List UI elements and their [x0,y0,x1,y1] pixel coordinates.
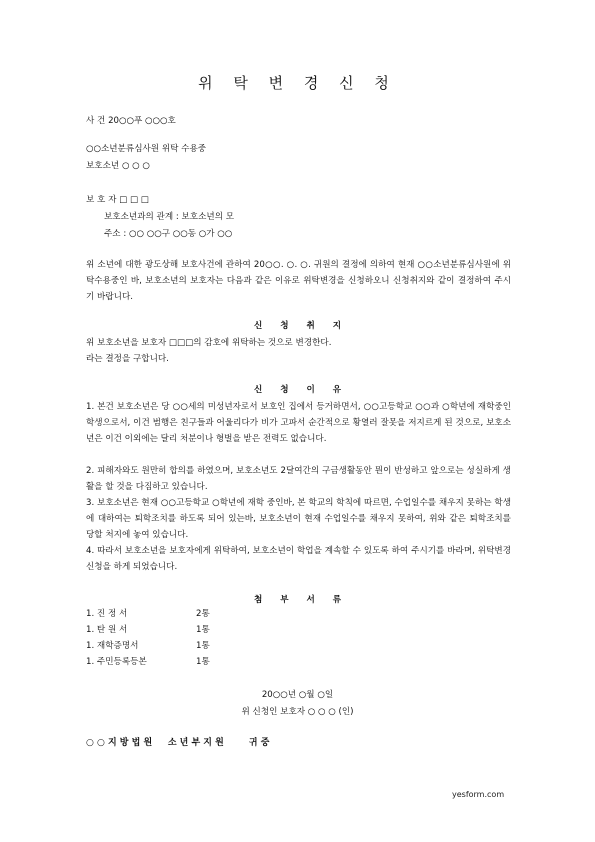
attachment-qty: 2통 [196,609,210,619]
reason-item-1: 1. 본건 보호소년은 당 ○○세의 미성년자로서 보호인 집에서 등거하면서, ○○고등학교 ○○과 ○학년에 재학중인 학생으로서, 이건 범행은 친구들과 어울리다가 비가 고파서 순간적으로 황열러 잘못을 저지르게 된 것으로, 보호소년은 이건 이외에는 달리 처분이나 형벌을 받은 전력도 없습니다. [86,402,511,444]
attachment-row [86,656,210,668]
attachment-qty: 1통 [196,625,210,635]
filing-date: 20○○년 ○월 ○일 [261,690,334,700]
relation-line: 보호소년과의 관계 : 보호소년의 모 [104,212,235,222]
intro-paragraph: 위 소년에 대한 광도상해 보호사건에 관하여 20○○. ○. ○. 귀원의 결정에 의하여 현재 ○○소년분류심사원에 위탁수용중인 바, 보호소년의 보호자는 다음과 같은 이유로 위탁변경을 신청하오니 신청취지와 같이 결정하여 주시기 바랍니다. [86,260,511,302]
reasons-heading: 신 청 이 유 [253,385,342,395]
case-number-line: 사 건 20○○푸 ○○○호 [86,116,176,126]
guardian-line: 보 호 자 □ □ □ [86,195,149,205]
facility-line: ○○소년분류심사원 위탁 수용중 [86,144,207,154]
reason-item-2: 2. 피해자와도 원만히 합의를 하였으며, 보호소년도 2달여간의 구금생활동안 뭔이 반성하고 앞으로는 성실하게 생활을 할 것을 다짐하고 있습니다. [86,466,511,492]
document-title: 위 탁 변 경 신 청 [198,74,397,92]
attachment-name: 1. 주민등록등본 [86,657,147,667]
attachment-name: 1. 진 정 서 [86,609,128,619]
attachment-qty: 1통 [196,641,210,651]
attachment-row [86,624,210,636]
attachments-heading: 첨 부 서 류 [253,595,342,605]
footer-watermark: yesform.com [452,790,505,799]
purpose-heading: 신 청 취 지 [253,321,342,331]
court-addressee: ○ ○ 지 방 법 원 소 년 부 지 원 귀 중 [86,738,270,748]
reason-item-4: 4. 따라서 보호소년을 보호자에게 위탁하여, 보호소년이 학업을 계속할 수 있도록 하여 주시기를 바라며, 위탁변경신청을 하게 되었습니다. [86,546,511,572]
juvenile-line: 보호소년 ○ ○ ○ [86,161,150,171]
purpose-line-1: 위 보호소년을 보호자 □□□의 감호에 위탁하는 것으로 변경한다. [86,338,332,348]
purpose-line-2: 라는 결정을 구합니다. [86,354,169,364]
attachment-name: 1. 탄 원 서 [86,625,128,635]
signer-line: 위 신청인 보호자 ○ ○ ○ (인) [241,707,354,717]
attachment-row [86,640,210,652]
reason-item-3: 3. 보호소년은 현재 ○○고등학교 ○학년에 재학 중인바, 본 학교의 학칙에 따르면, 수업일수를 채우지 못하는 학생에 대하여는 퇴학조치를 하도록 되어 있는바, 보호소년이 현재 수업일수를 채우지 못하여, 위와 같은 퇴학조치를 당할 처지에 놓여 있습니다. [86,498,511,540]
attachment-row [86,608,210,620]
attachment-qty: 1통 [196,657,210,667]
address-line: 주소 : ○○ ○○구 ○○동 ○가 ○○ [104,229,233,239]
attachment-name: 1. 재학증명서 [86,641,139,651]
